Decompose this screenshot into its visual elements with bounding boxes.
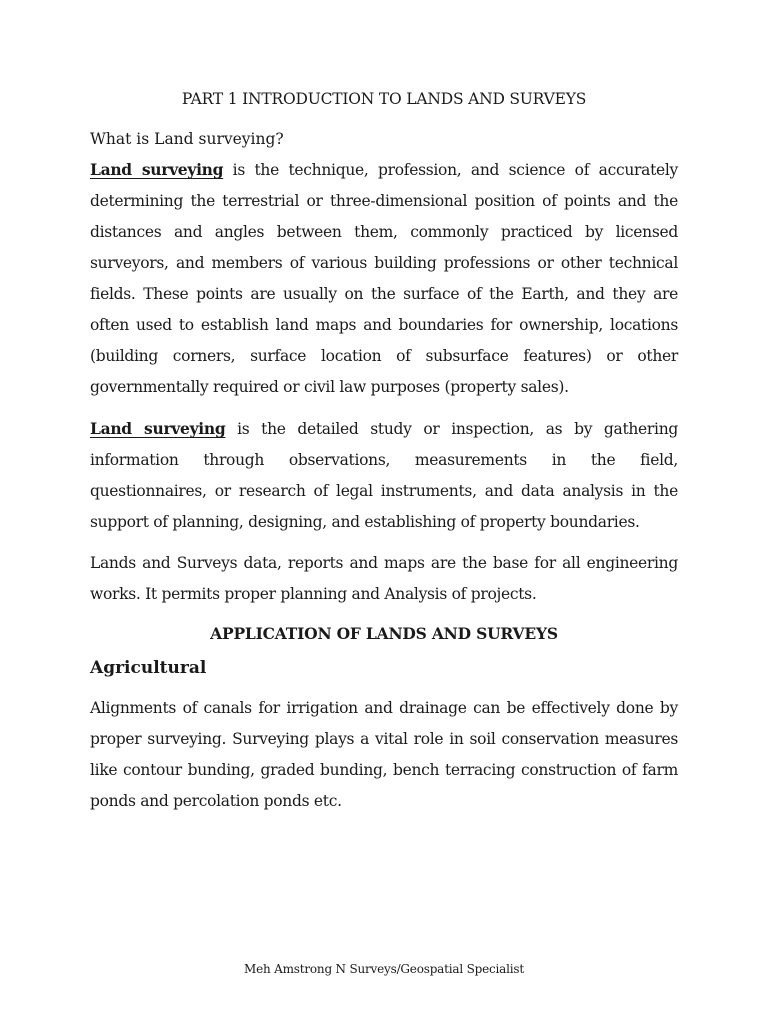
page-content [90, 90, 678, 827]
section-title: APPLICATION OF LANDS AND SURVEYS [210, 624, 558, 643]
term-land-surveying: Land surveying [90, 160, 224, 179]
term-land-surveying: Land surveying [90, 419, 226, 438]
part-title: PART 1 INTRODUCTION TO LANDS AND SURVEYS [181, 90, 587, 108]
paragraph-importance: Lands and Surveys data, reports and maps are the base for all engineering works. It permits proper planning and Analysis of projects. [90, 554, 678, 603]
paragraph-agricultural: Alignments of canals for irrigation and drainage can be effectively done by proper surveying. Surveying plays a vital role in soil conservation measures like contour bunding, graded bunding, bench terracing construction of farm ponds and percolation ponds etc. [90, 699, 678, 810]
paragraph-definition-1 [90, 154, 678, 403]
paragraph-definition-2 [90, 413, 678, 538]
paragraph-definition-1-text: is the technique, profession, and science of accurately determining the terrestrial or three-dimensional position of points and the distances and angles between them, commonly practiced by licensed surveyors, and members of various building professions or other technical fields. These points are usually on the surface of the Earth, and they are often used to establish land maps and boundaries for ownership, locations (building corners, surface location of subsurface features) or other governmentally required or civil law purposes (property sales). [90, 161, 678, 396]
page-footer: Meh Amstrong N Surveys/Geospatial Specialist [244, 962, 524, 976]
paragraph-definition-2-text: is the detailed study or inspection, as by gathering information through observations, measurements in the field, questionnaires, or research of legal instruments, and data analysis in the support of planning, designing, and establishing of property boundaries. [90, 420, 678, 531]
sub-heading-agricultural: Agricultural [90, 658, 207, 678]
question-heading: What is Land surveying? [90, 130, 284, 148]
